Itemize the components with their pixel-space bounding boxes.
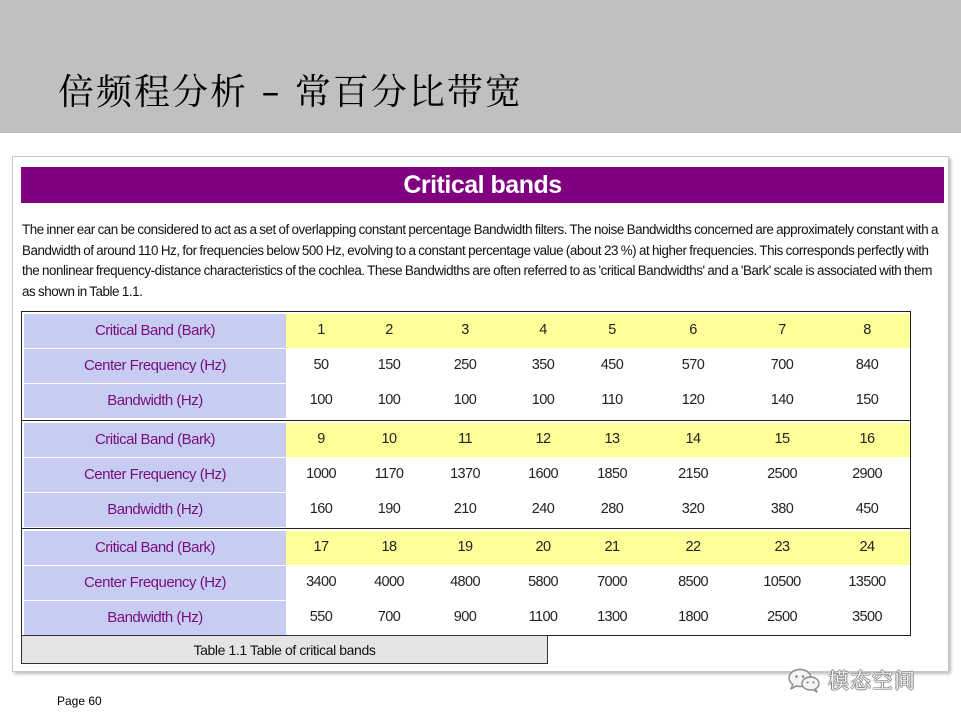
- table-cell: 240: [531, 501, 555, 517]
- table-cell: 17: [313, 539, 329, 555]
- table-cell: 140: [770, 392, 794, 408]
- table-cell: 6: [689, 322, 697, 338]
- table-cell: 900: [453, 609, 477, 625]
- table-cell: 450: [600, 357, 624, 373]
- table-cell: 50: [313, 357, 329, 373]
- table-group-2: [22, 420, 910, 528]
- table-cell: 3500: [852, 609, 882, 625]
- row-values: [286, 566, 910, 600]
- table-cell: 2: [385, 322, 393, 338]
- row-values: [286, 349, 910, 383]
- row-values: [286, 384, 910, 418]
- table-cell: 11: [458, 431, 472, 447]
- table-cell: 100: [309, 392, 333, 408]
- row-values: [286, 314, 910, 348]
- row-label-bandwidth: Bandwidth (Hz): [24, 384, 286, 418]
- table-cell: 280: [600, 501, 624, 517]
- table-cell: 2500: [767, 466, 797, 482]
- table-cell: 700: [770, 357, 794, 373]
- table-cell: 320: [681, 501, 705, 517]
- table-cell: 2150: [678, 466, 708, 482]
- table-cell: 12: [535, 431, 551, 447]
- table-cell: 10500: [763, 574, 801, 590]
- table-cell: 13: [604, 431, 620, 447]
- table-cell: 8500: [678, 574, 708, 590]
- table-cell: 150: [855, 392, 879, 408]
- table-row-bandwidth: [22, 493, 910, 527]
- table-cell: 190: [377, 501, 401, 517]
- table-cell: 4: [539, 322, 547, 338]
- table-cell: 1850: [597, 466, 627, 482]
- table-cell: 22: [685, 539, 701, 555]
- table-cell: 5800: [528, 574, 558, 590]
- table-cell: 1170: [374, 466, 404, 482]
- row-label-center-frequency: Center Frequency (Hz): [24, 458, 286, 492]
- table-row-center-frequency: [22, 458, 910, 492]
- table-cell: 160: [309, 501, 333, 517]
- row-values: [286, 531, 910, 565]
- table-cell: 100: [377, 392, 401, 408]
- table-cell: 1000: [306, 466, 336, 482]
- table-cell: 8: [863, 322, 871, 338]
- table-cell: 16: [859, 431, 875, 447]
- table-cell: 19: [457, 539, 473, 555]
- table-cell: 3: [461, 322, 469, 338]
- table-row-bandwidth: [22, 601, 910, 635]
- table-cell: 2900: [852, 466, 882, 482]
- table-cell: 1100: [528, 609, 558, 625]
- table-row-bandwidth: [22, 384, 910, 418]
- row-label-bandwidth: Bandwidth (Hz): [24, 493, 286, 527]
- table-cell: 100: [453, 392, 477, 408]
- table-cell: 4000: [374, 574, 404, 590]
- intro-paragraph: The inner ear can be considered to act as a set of overlapping constant percentage Bandwidth filters. The noise Bandwidths concerned are approximately constant with a Bandwidth of around 110 Hz, for frequencies below 500 Hz, evolving to a constant percentage value (about 23 %) at higher frequencies. This corresponds perfectly with the nonlinear frequency-distance characteristics of the cochlea. These Bandwidths are often referred to as 'critical Bandwidths' and a 'Bark' scale is associated with them as shown in Table 1.1.: [22, 222, 938, 299]
- table-cell: 2500: [767, 609, 797, 625]
- table-cell: 15: [774, 431, 790, 447]
- table-row-bark: [22, 314, 910, 348]
- table-cell: 120: [681, 392, 705, 408]
- table-cell: 14: [685, 431, 701, 447]
- table-cell: 7: [778, 322, 786, 338]
- table-cell: 13500: [848, 574, 886, 590]
- table-cell: 7000: [597, 574, 627, 590]
- table-cell: 1: [317, 322, 325, 338]
- watermark-text: 模态空间: [828, 669, 916, 693]
- table-cell: 1800: [678, 609, 708, 625]
- table-cell: 210: [453, 501, 477, 517]
- row-values: [286, 601, 910, 635]
- row-values: [286, 423, 910, 457]
- section-heading: Critical bands: [21, 167, 944, 203]
- table-cell: 21: [604, 539, 620, 555]
- table-cell: 3400: [306, 574, 336, 590]
- row-label-center-frequency: Center Frequency (Hz): [24, 566, 286, 600]
- table-cell: 840: [855, 357, 879, 373]
- table-cell: 150: [377, 357, 401, 373]
- page-number: Page 60: [57, 694, 102, 708]
- table-row-bark: [22, 423, 910, 457]
- table-cell: 18: [381, 539, 397, 555]
- row-values: [286, 458, 910, 492]
- row-label-center-frequency: Center Frequency (Hz): [24, 349, 286, 383]
- row-values: [286, 493, 910, 527]
- table-row-bark: [22, 531, 910, 565]
- watermark: [787, 664, 916, 696]
- table-cell: 250: [453, 357, 477, 373]
- row-label-bark: Critical Band (Bark): [24, 531, 286, 565]
- critical-bands-table: [21, 311, 911, 636]
- table-cell: 4800: [450, 574, 480, 590]
- table-cell: 1600: [528, 466, 558, 482]
- table-cell: 450: [855, 501, 879, 517]
- row-label-bark: Critical Band (Bark): [24, 314, 286, 348]
- table-cell: 550: [309, 609, 333, 625]
- row-label-bark: Critical Band (Bark): [24, 423, 286, 457]
- table-cell: 350: [531, 357, 555, 373]
- table-cell: 24: [859, 539, 875, 555]
- table-row-center-frequency: [22, 566, 910, 600]
- row-label-bandwidth: Bandwidth (Hz): [24, 601, 286, 635]
- table-cell: 1300: [597, 609, 627, 625]
- table-cell: 9: [317, 431, 325, 447]
- table-cell: 23: [774, 539, 790, 555]
- table-cell: 10: [381, 431, 397, 447]
- table-cell: 110: [601, 392, 623, 408]
- table-cell: 1370: [450, 466, 480, 482]
- table-group-1: [22, 312, 910, 420]
- table-cell: 5: [608, 322, 616, 338]
- table-cell: 570: [681, 357, 705, 373]
- table-row-center-frequency: [22, 349, 910, 383]
- table-cell: 20: [535, 539, 551, 555]
- table-cell: 100: [531, 392, 555, 408]
- table-cell: 380: [770, 501, 794, 517]
- table-cell: 700: [377, 609, 401, 625]
- table-caption: Table 1.1 Table of critical bands: [21, 635, 548, 664]
- slide-title: 倍频程分析 – 常百分比带宽: [58, 72, 523, 113]
- wechat-icon: [787, 667, 821, 693]
- table-group-3: [22, 528, 910, 636]
